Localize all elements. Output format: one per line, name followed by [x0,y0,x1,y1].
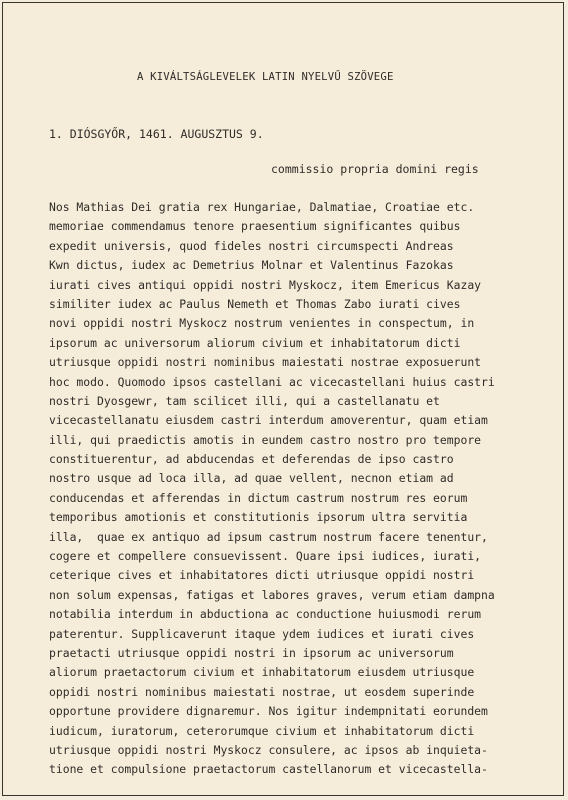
body-line: conducendas et afferendas in dictum castrum nostrum res eorum [49,490,468,505]
body-line: Nos Mathias Dei gratia rex Hungariae, Dalmatiae, Croatiae etc. [49,200,475,214]
body-line: utriusque oppidi nostri nominibus maiestati nostrae exposuerunt [49,355,482,370]
body-line: Kwn dictus, iudex ac Demetrius Molnar et Valentinus Fazokas [49,258,454,273]
body-line: iudicum, iuratorum, ceterorumque civium et inhabitatorum dicti [49,723,475,738]
body-line: similiter iudex ac Paulus Nemeth et Thomas Zabo iurati cives [49,296,461,311]
body-line: opportune providere dignaremur. Nos igitur indempnitati eorundem [49,704,488,719]
body-line: expedit universis, quod fideles nostri circumspecti Andreas [49,238,454,253]
commissio-note: commissio propria domini regis [271,162,479,176]
body-line: notabilia interdum in abductiona ac conductione huiusmodi rerum [49,607,482,622]
body-line: tione et compulsione praetactorum castellanorum et vicecastella- [49,762,488,777]
body-line: novi oppidi nostri Myskocz nostrum venientes in conspectum, in [49,316,475,331]
body-line: illi, qui praedictis amotis in eundem castro nostro pro tempore [49,432,482,447]
body-line: ceterique cives et inhabitatores dicti utriusque oppidi nostri [49,568,475,583]
body-line: oppidi nostri nominibus maiestati nostrae, ut eosdem superinde [49,684,475,699]
document-page [2,2,564,796]
body-line: praetacti utriusque oppidi nostri in ipsorum ac universorum [49,645,454,660]
charter-title: 1. DIÓSGYŐR, 1461. AUGUSZTUS 9. [49,127,264,141]
body-line: vicecastellanatu eiusdem castri interdum amoverentur, quam etiam [49,413,488,428]
body-line: temporibus amotionis et constitutionis ipsorum ultra servitia [49,510,468,525]
charter-body [49,198,525,780]
section-header: A KIVÁLTSÁGLEVELEK LATIN NYELVŰ SZÖVEGE [137,71,394,83]
body-line: hoc modo. Quomodo ipsos castellani ac vicecastellani huius castri [49,374,495,389]
body-line: nostro usque ad loca illa, ad quae vellent, necnon etiam ad [49,471,454,486]
body-line: cogere et compellere consuevissent. Quare ipsi iudices, iurati, [49,549,482,564]
body-line: iurati cives antiqui oppidi nostri Myskocz, item Emericus Kazay [49,277,482,292]
body-line: illa, quae ex antiquo ad ipsum castrum nostrum facere tenentur, [49,529,488,544]
body-line: nostri Dyosgewr, tam scilicet illi, qui a castellanatu et [49,393,440,408]
body-line: constituerentur, ad abducendas et deferendas de ipso castro [49,452,454,467]
body-line: aliorum praetactorum civium et inhabitatorum eiusdem utriusque [49,665,475,680]
body-line: utriusque oppidi nostri Myskocz consulere, ac ipsos ab inquieta- [49,742,488,757]
body-line: memoriae commendamus tenore praesentium significantes quibus [49,219,461,234]
body-line: non solum expensas, fatigas et labores graves, verum etiam dampna [49,587,495,602]
body-line: paterentur. Supplicaverunt itaque ydem iudices et iurati cives [49,626,475,641]
body-line: ipsorum ac universorum aliorum civium et inhabitatorum dicti [49,335,461,350]
